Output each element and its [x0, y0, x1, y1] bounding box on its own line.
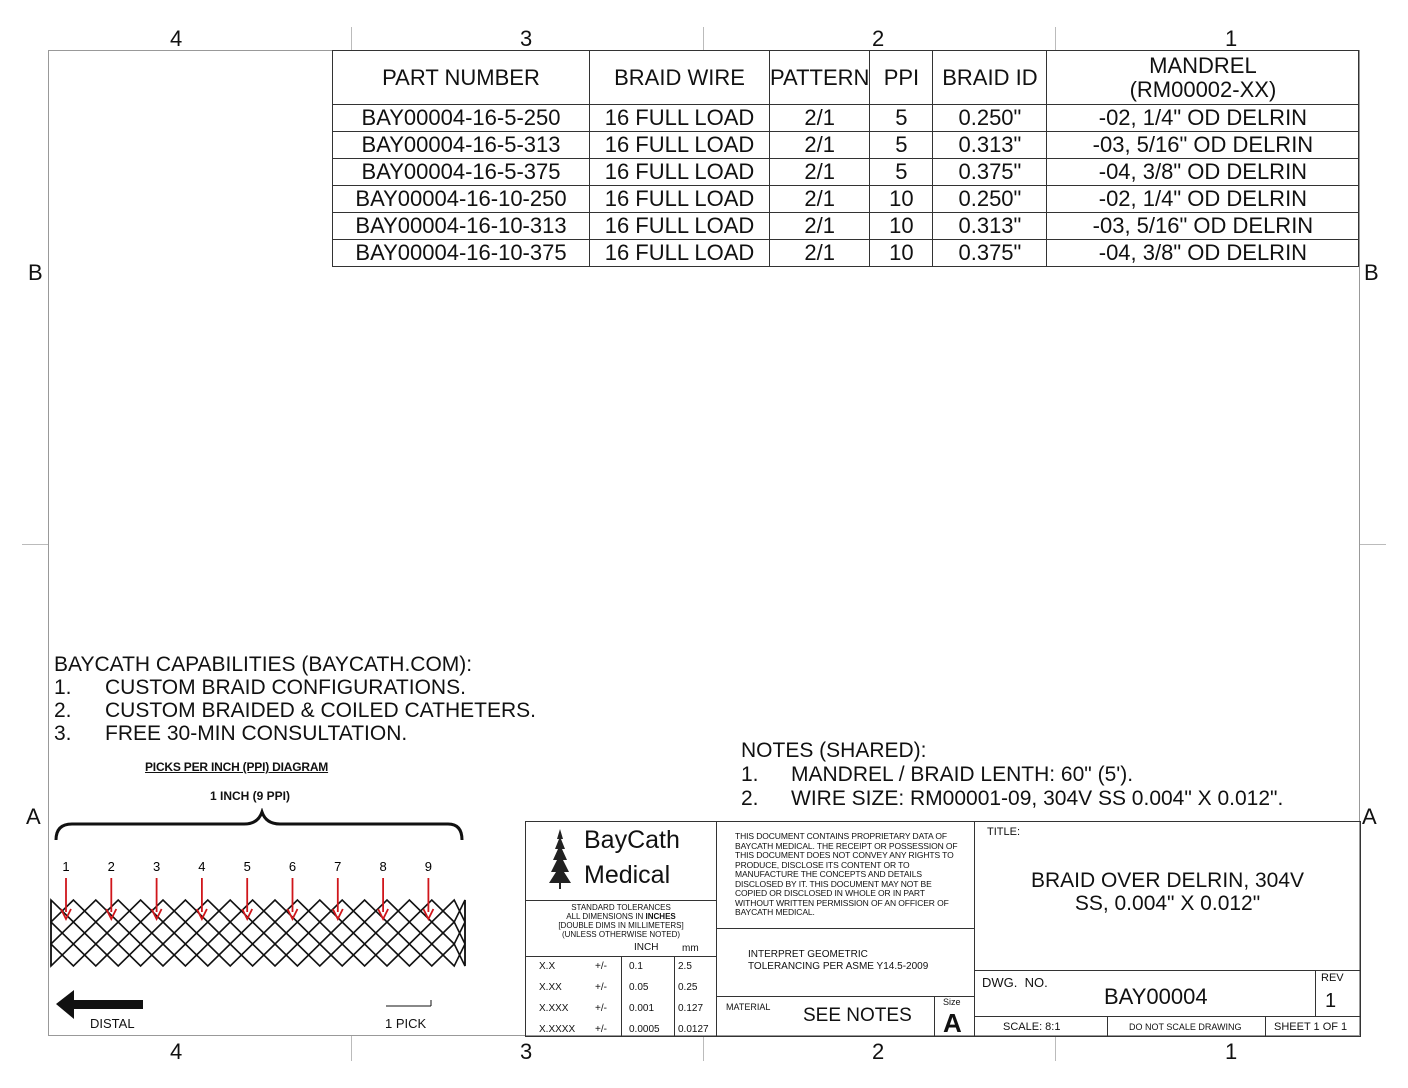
- tolerance-pm: +/-: [595, 1024, 607, 1035]
- proprietary-line: COPIED OR DISCLOSED IN WHOLE OR IN PART: [735, 888, 925, 898]
- zone-left-a: A: [26, 804, 41, 829]
- proprietary-line: BAYCATH MEDICAL.: [735, 907, 815, 917]
- tree-logo-icon: [546, 827, 574, 891]
- braid-strand: [51, 944, 465, 966]
- header-pattern: PATTERN: [770, 51, 870, 105]
- cell-part-number: BAY00004-16-10-313: [333, 213, 590, 240]
- cell-mandrel: -02, 1/4" OD DELRIN: [1047, 186, 1359, 213]
- rev-label: REV: [1321, 972, 1344, 984]
- cell-part-number: BAY00004-16-5-375: [333, 159, 590, 186]
- cell-braid-wire: 16 FULL LOAD: [590, 213, 770, 240]
- header-braid-id: BRAID ID: [933, 51, 1047, 105]
- header-mandrel: [1047, 51, 1359, 105]
- header-braid-wire: BRAID WIRE: [590, 51, 770, 105]
- tolerance-inch: 0.001: [629, 1003, 655, 1014]
- pick-number: 5: [243, 859, 251, 874]
- cell-ppi: 5: [870, 132, 933, 159]
- title-label: TITLE:: [987, 826, 1021, 838]
- tolerance-unit-mm: mm: [682, 943, 699, 954]
- pick-number: 1: [62, 859, 70, 874]
- braid-strand: [51, 922, 465, 944]
- zone-bottom-2: 2: [872, 1039, 885, 1064]
- tolerance-mm: 2.5: [678, 961, 692, 972]
- ppi-diagram: [48, 808, 478, 1036]
- zone-tick: [703, 27, 704, 50]
- table-row: [333, 105, 1359, 132]
- dwg-no-value: BAY00004: [1104, 984, 1208, 1009]
- header-mandrel-line2: (RM00002-XX): [1129, 76, 1277, 102]
- proprietary-line: MANUFACTURE THE CONCEPTS AND DETAILS: [735, 869, 922, 879]
- parts-table-header: [333, 51, 1359, 105]
- proprietary-line: DISCLOSED BY IT. THIS DOCUMENT MAY NOT BE: [735, 878, 932, 889]
- zone-right-b: B: [1364, 260, 1379, 285]
- interpret-note: [748, 949, 928, 973]
- zone-top-1: 1: [1225, 26, 1238, 51]
- cell-pattern: 2/1: [770, 105, 870, 132]
- zone-bottom-3: 3: [520, 1039, 533, 1064]
- braid-strand: [51, 900, 465, 922]
- braid-strand: [51, 944, 465, 966]
- cell-pattern: 2/1: [770, 186, 870, 213]
- cell-braid-id: 0.250": [933, 186, 1047, 213]
- zone-tick: [351, 1036, 352, 1061]
- cell-mandrel: -04, 3/8" OD DELRIN: [1047, 240, 1359, 267]
- cell-braid-id: 0.250": [933, 105, 1047, 132]
- braid-mesh: [51, 900, 465, 966]
- cell-part-number: BAY00004-16-5-313: [333, 132, 590, 159]
- tolerance-pm: +/-: [595, 961, 607, 972]
- cell-braid-id: 0.375": [933, 159, 1047, 186]
- cell-braid-id: 0.375": [933, 240, 1047, 267]
- ppi-span-label: 1 INCH (9 PPI): [210, 789, 291, 803]
- cell-braid-id: 0.313": [933, 213, 1047, 240]
- braid-strand: [51, 922, 465, 944]
- capabilities-title: BAYCATH CAPABILITIES (BAYCATH.COM):: [54, 653, 473, 676]
- zone-top-3: 3: [520, 26, 533, 51]
- material-value: SEE NOTES: [803, 1005, 912, 1026]
- notes-title: NOTES (SHARED):: [741, 739, 927, 762]
- note-item: 1. MANDREL / BRAID LENTH: 60" (5').: [741, 763, 1134, 786]
- proprietary-line: THIS DOCUMENT CONTAINS PROPRIETARY DATA OF: [735, 831, 947, 841]
- proprietary-line: WITHOUT WRITTEN PERMISSION OF AN OFFICER OF: [735, 897, 949, 908]
- tolerance-header: [525, 903, 717, 939]
- cell-mandrel: -03, 5/16" OD DELRIN: [1047, 132, 1359, 159]
- tolerance-mm: 0.0127: [678, 1024, 709, 1035]
- size-value: A: [943, 1008, 962, 1038]
- drawing-title-line2: SS, 0.004" X 0.012": [1074, 892, 1261, 915]
- tolerance-dim: X.XX: [539, 982, 562, 993]
- cell-part-number: BAY00004-16-5-250: [333, 105, 590, 132]
- cell-mandrel: -02, 1/4" OD DELRIN: [1047, 105, 1359, 132]
- pick-number: 2: [107, 859, 115, 874]
- capabilities-block: [54, 653, 536, 745]
- tol-col-divider: [674, 956, 675, 1037]
- dwg-no-label: DWG. NO.: [982, 975, 1048, 990]
- proprietary-line: THIS DOCUMENT DOES NOT CONVEY ANY RIGHTS TO: [735, 850, 954, 860]
- proprietary-line: PRODUCE, DISCLOSE ITS CONTENT OR TO: [735, 859, 910, 870]
- sheet-value: SHEET 1 OF 1: [1274, 1021, 1348, 1033]
- table-row: [333, 240, 1359, 267]
- header-part-number: PART NUMBER: [333, 51, 590, 105]
- zone-tick: [22, 544, 48, 545]
- pick-number: 7: [334, 859, 342, 874]
- zone-left-b: B: [28, 260, 43, 285]
- header-ppi: PPI: [870, 51, 933, 105]
- cell-ppi: 5: [870, 159, 933, 186]
- tolerance-mm: 0.25: [678, 982, 698, 993]
- drawing-title-line1: BRAID OVER DELRIN, 304V: [1030, 869, 1305, 892]
- cell-part-number: BAY00004-16-10-250: [333, 186, 590, 213]
- capability-item: 3. FREE 30-MIN CONSULTATION.: [54, 722, 408, 745]
- proprietary-line: BAYCATH MEDICAL. THE RECEIPT OR POSSESSION OF: [735, 840, 958, 851]
- size-label: Size: [943, 997, 961, 1007]
- cell-mandrel: -03, 5/16" OD DELRIN: [1047, 213, 1359, 240]
- tol-col-divider: [621, 956, 622, 1037]
- tolerance-inch: 0.1: [629, 961, 643, 972]
- table-row: [333, 213, 1359, 240]
- zone-bottom-4: 4: [170, 1039, 183, 1064]
- cell-ppi: 10: [870, 186, 933, 213]
- cell-pattern: 2/1: [770, 159, 870, 186]
- cell-ppi: 10: [870, 213, 933, 240]
- tolerance-mm: 0.127: [678, 1003, 704, 1014]
- cell-braid-wire: 16 FULL LOAD: [590, 132, 770, 159]
- tolerance-dim: X.XXXX: [539, 1024, 576, 1035]
- zone-bottom-1: 1: [1225, 1039, 1238, 1064]
- ppi-diagram-title: PICKS PER INCH (PPI) DIAGRAM: [145, 760, 329, 774]
- cell-part-number: BAY00004-16-10-375: [333, 240, 590, 267]
- ppi-brace: [56, 812, 462, 840]
- cell-pattern: 2/1: [770, 240, 870, 267]
- zone-right-a: A: [1362, 804, 1377, 829]
- tolerance-inch: 0.05: [629, 982, 649, 993]
- cell-braid-wire: 16 FULL LOAD: [590, 240, 770, 267]
- distal-label: DISTAL: [90, 1016, 135, 1031]
- zone-tick: [703, 1036, 704, 1061]
- parts-table: [332, 50, 1359, 267]
- rev-value: 1: [1325, 990, 1337, 1012]
- capability-item: 2. CUSTOM BRAIDED & COILED CATHETERS.: [54, 699, 536, 722]
- braid-strand: [51, 900, 465, 922]
- tolerance-header-line3: [DOUBLE DIMS IN MILLIMETERS]: [558, 921, 684, 930]
- proprietary-notice: [735, 832, 958, 918]
- zone-tick: [1055, 27, 1056, 50]
- pick-number: 8: [379, 859, 387, 874]
- tolerance-header-line1: STANDARD TOLERANCES: [571, 903, 671, 912]
- notes-block: [741, 739, 1283, 811]
- tolerance-dim: X.X: [539, 961, 556, 972]
- header-mandrel-line1: MANDREL: [1149, 53, 1257, 79]
- cell-ppi: 5: [870, 105, 933, 132]
- zone-tick: [351, 27, 352, 50]
- table-row: [333, 159, 1359, 186]
- cell-braid-wire: 16 FULL LOAD: [590, 186, 770, 213]
- zone-top-2: 2: [872, 26, 885, 51]
- zone-tick: [1055, 1036, 1056, 1061]
- cell-braid-wire: 16 FULL LOAD: [590, 159, 770, 186]
- tolerance-unit-inch: INCH: [634, 942, 659, 953]
- table-row: [333, 186, 1359, 213]
- distal-arrow-icon: [56, 990, 143, 1019]
- tolerance-dim: X.XXX: [539, 1003, 569, 1014]
- note-item: 2. WIRE SIZE: RM00001-09, 304V SS 0.004" X 0.012".: [741, 787, 1284, 810]
- cell-ppi: 10: [870, 240, 933, 267]
- tolerance-inch: 0.0005: [629, 1024, 660, 1035]
- cell-braid-id: 0.313": [933, 132, 1047, 159]
- cell-pattern: 2/1: [770, 132, 870, 159]
- table-row: [333, 132, 1359, 159]
- do-not-scale-note: DO NOT SCALE DRAWING: [1129, 1022, 1242, 1032]
- company-name-line2: Medical: [584, 861, 671, 889]
- cell-mandrel: -04, 3/8" OD DELRIN: [1047, 159, 1359, 186]
- cell-pattern: 2/1: [770, 213, 870, 240]
- scale-value: SCALE: 8:1: [1003, 1021, 1061, 1033]
- tolerance-pm: +/-: [595, 982, 607, 993]
- material-label: MATERIAL: [726, 1002, 771, 1012]
- pick-number: 9: [424, 859, 433, 874]
- company-name-line1: BayCath: [584, 826, 680, 854]
- zone-top-4: 4: [170, 26, 183, 51]
- pick-label: 1 PICK: [385, 1016, 427, 1031]
- pick-number: 4: [198, 859, 206, 874]
- interpret-line1: INTERPRET GEOMETRIC: [748, 949, 868, 960]
- pick-number: 6: [288, 859, 297, 874]
- interpret-line2: TOLERANCING PER ASME Y14.5-2009: [748, 961, 929, 972]
- tolerance-header-line2: ALL DIMENSIONS IN INCHES: [566, 912, 676, 921]
- cell-braid-wire: 16 FULL LOAD: [590, 105, 770, 132]
- tolerance-pm: +/-: [595, 1003, 607, 1014]
- drawing-title: [974, 869, 1361, 915]
- zone-tick: [1360, 544, 1386, 545]
- tolerance-header-line4: (UNLESS OTHERWISE NOTED): [561, 930, 681, 939]
- capability-item: 1. CUSTOM BRAID CONFIGURATIONS.: [54, 676, 466, 699]
- pick-number: 3: [152, 859, 161, 874]
